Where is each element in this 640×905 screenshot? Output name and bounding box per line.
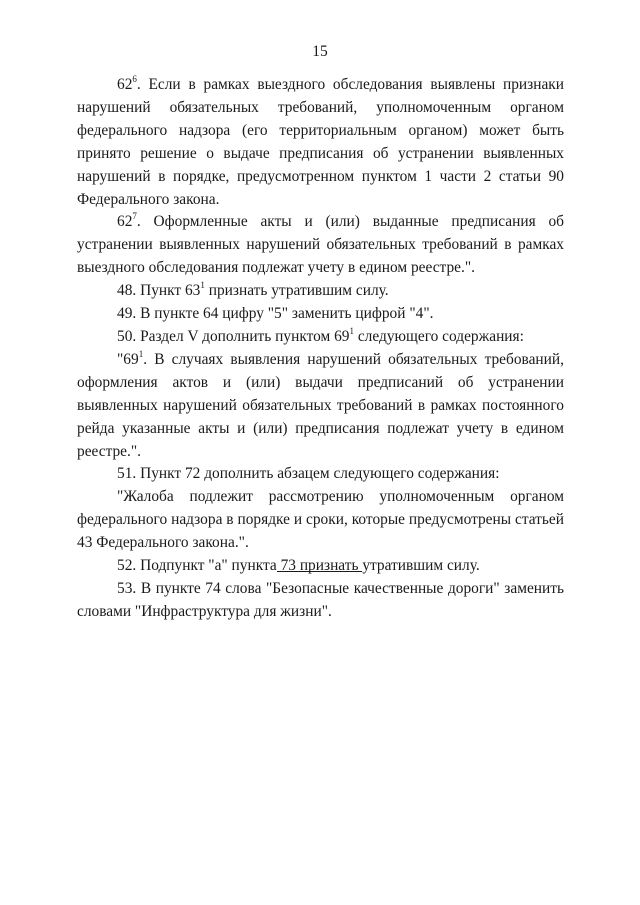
paragraph-48 [77,280,564,303]
paragraph-text: следующего содержания: [354,327,524,345]
paragraph-number: "69 [117,350,139,368]
paragraph-text: . В случаях выявления нарушений обязательных требований, оформления актов и (или) выдачи предписаний об устранении выявленных нарушений обязательных требований в рамках постоянного рейда указанные акты и (или) предписания подлежат учету в едином реестре.". [77,350,564,460]
paragraph-number: 62 [117,213,133,231]
paragraph-text: . Оформленные акты и (или) выданные предписания об устранении выявленных нарушений обязательных требований в рамках выездного обследования подлежат учету в едином реестре.". [77,213,564,277]
page-number: 15 [312,43,328,60]
paragraph-62-6 [77,74,564,211]
superscript: 1 [200,280,205,291]
superscript: 6 [132,73,137,84]
end-separator-line [277,571,362,572]
superscript: 1 [138,348,144,359]
paragraph-number: 50. Раздел V дополнить пунктом 69 [117,327,350,345]
superscript: 1 [349,325,354,336]
paragraph-69-1 [77,349,564,464]
paragraph-53: 53. В пункте 74 слова "Безопасные качественные дороги" заменить словами "Инфраструктура для жизни". [77,579,564,620]
paragraph-text: . Если в рамках выездного обследования выявлены признаки нарушений обязательных требований, уполномоченным органом федерального надзора (его территориальным органом) может быть принято решение о выдаче предписания об устранении выявленных нарушений в порядке, предусмотренном пунктом 1 части 2 статьи 90 Федерального закона. [77,76,564,208]
paragraph-51: 51. Пункт 72 дополнить абзацем следующего содержания: [117,465,500,483]
paragraph-52: 52. Подпункт "а" пункта 73 признать утратившим силу. [117,557,480,575]
paragraph-complaint-quote: "Жалоба подлежит рассмотрению уполномоченным органом федерального надзора в порядке и сроки, которые предусмотрены статьей 43 Федерального закона.". [77,488,564,552]
paragraph-text: признать утратившим силу. [204,282,389,300]
paragraph-50 [77,326,564,349]
paragraph-49: 49. В пункте 64 цифру "5" заменить цифрой "4". [117,305,434,323]
paragraph-number: 48. Пункт 63 [117,282,201,300]
paragraph-number: 62 [117,76,133,93]
document-body [77,74,564,624]
paragraph-62-7 [77,211,564,280]
superscript: 7 [132,211,137,222]
